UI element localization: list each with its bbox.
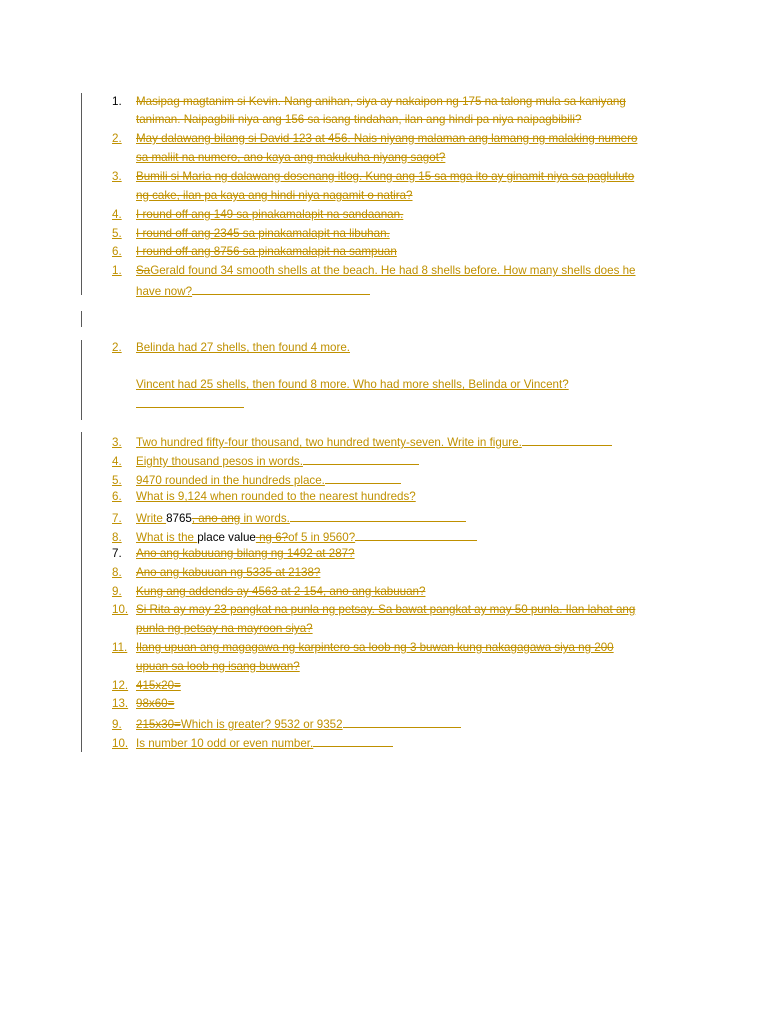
question-5-rounded: 5. 9470 rounded in the hundreds place. bbox=[112, 472, 401, 488]
question-10-odd-even: 10. Is number 10 odd or even number. bbox=[112, 735, 393, 751]
revision-bar bbox=[81, 432, 82, 752]
question-4-pesos-words: 4. Eighty thousand pesos in words. bbox=[112, 453, 419, 469]
question-8-place-value: 8. What is the place value ng 6?of 5 in 9560? bbox=[112, 529, 477, 545]
question-8-kabuuan: 8. Ano ang kabuuan ng 5335 at 2138? bbox=[112, 566, 321, 579]
revision-bar bbox=[81, 311, 82, 327]
question-1-kevin: 1. Masipag magtanim si Kevin. Nang anihan, siya ay nakaipon ng 175 na talong mula sa kaniyang bbox=[112, 95, 626, 108]
question-3-write-figure: 3. Two hundred fifty-four thousand, two hundred twenty-seven. Write in figure. bbox=[112, 434, 612, 450]
question-2-vincent: Vincent had 25 shells, then found 8 more. Who had more shells, Belinda or Vincent? bbox=[136, 378, 569, 391]
question-3-maria: 3. Bumili si Maria ng dalawang dosenang itlog. Kung ang 15 sa mga ito ay ginamit niya sa pagluluto bbox=[112, 170, 635, 183]
question-1-gerald: 1. SaGerald found 34 smooth shells at the beach. He had 8 shells before. How many shells does he bbox=[112, 264, 636, 277]
question-10-rita: 10. Si Rita ay may 23 pangkat na punla ng petsay. Sa bawat pangkat ay may 50 punla. Ilan lahat ang bbox=[112, 603, 636, 616]
question-7-write-words: 7. Write 8765, ano ang in words. bbox=[112, 510, 466, 526]
answer-blank bbox=[136, 396, 244, 412]
question-10-rita-cont: punla ng petsay na mayroon siya? bbox=[136, 622, 313, 635]
question-6-round-off: 6. I round off ang 8756 sa pinakamalapit na sampuan bbox=[112, 245, 397, 258]
question-13-multiply: 13. 98x60= bbox=[112, 697, 175, 710]
question-7-kabuuang-bilang: 7. Ano ang kabuuang bilang ng 1492 at 287? bbox=[112, 547, 355, 560]
question-2-david-cont: sa maliit na numero, ano kaya ang makukuha niyang sagot? bbox=[136, 151, 446, 164]
question-9-addends: 9. Kung ang addends ay 4563 at 2 154, ano ang kabuuan? bbox=[112, 585, 426, 598]
question-1-gerald-cont: have now? bbox=[136, 283, 370, 299]
question-2-david: 2. May dalawang bilang si David 123 at 456. Nais niyang malaman ang lamang ng malaking numero bbox=[112, 132, 638, 145]
question-5-round-off: 5. I round off ang 2345 sa pinakamalapit na libuhan. bbox=[112, 227, 390, 240]
question-3-maria-cont: ng cake, ilan pa kaya ang hindi niya nagamit o natira? bbox=[136, 189, 413, 202]
revision-bar bbox=[81, 93, 82, 295]
question-4-round-off: 4. I round off ang 149 sa pinakamalapit na sandaanan. bbox=[112, 208, 404, 221]
question-9-which-greater: 9. 215x30=Which is greater? 9532 or 9352 bbox=[112, 716, 461, 732]
revision-bar bbox=[81, 340, 82, 420]
question-2-belinda: 2. Belinda had 27 shells, then found 4 more. bbox=[112, 341, 350, 354]
question-12-multiply: 12. 415x20= bbox=[112, 679, 181, 692]
question-6-nearest-hundreds: 6. What is 9,124 when rounded to the nearest hundreds? bbox=[112, 490, 416, 503]
question-1-kevin-cont: taniman. Naipagbili niya ang 156 sa isang tindahan, ilan ang hindi pa niya naipagbibili? bbox=[136, 113, 582, 126]
question-11-karpintero: 11. Ilang upuan ang magagawa ng karpintero sa loob ng 3 buwan kung nakagagawa siya ng 200 bbox=[112, 641, 614, 654]
question-11-karpintero-cont: upuan sa loob ng isang buwan? bbox=[136, 660, 300, 673]
